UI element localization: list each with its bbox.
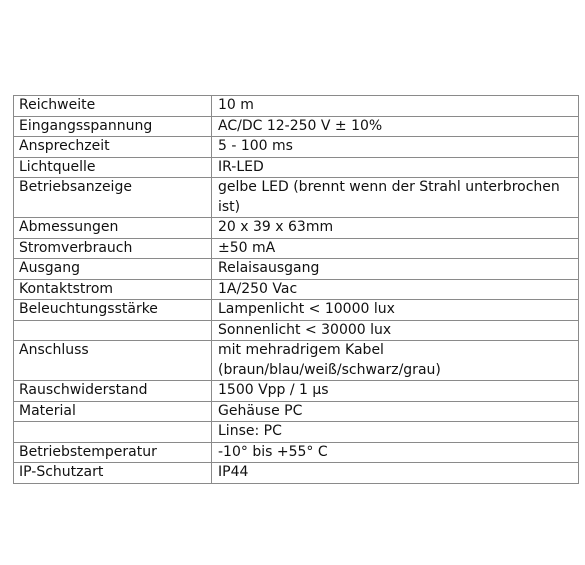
spec-label: Rauschwiderstand [14, 381, 212, 402]
spec-label: Lichtquelle [14, 157, 212, 178]
table-row [14, 463, 579, 484]
spec-value: Gehäuse PC [212, 401, 579, 422]
spec-value: IP44 [212, 463, 579, 484]
table-row [14, 320, 579, 341]
spec-label: Abmessungen [14, 218, 212, 239]
table-row [14, 381, 579, 402]
table-row [14, 238, 579, 259]
spec-value: ±50 mA [212, 238, 579, 259]
table-row [14, 96, 579, 117]
spec-label: Reichweite [14, 96, 212, 117]
spec-value: Sonnenlicht < 30000 lux [212, 320, 579, 341]
table-row [14, 218, 579, 239]
table-row [14, 442, 579, 463]
table-row [14, 259, 579, 280]
table-row [14, 116, 579, 137]
spec-value: 10 m [212, 96, 579, 117]
table-row [14, 178, 579, 218]
table-row [14, 422, 579, 443]
spec-value: Linse: PC [212, 422, 579, 443]
table-row [14, 341, 579, 381]
spec-label: Betriebsanzeige [14, 178, 212, 218]
spec-label: Stromverbrauch [14, 238, 212, 259]
spec-label: Betriebstemperatur [14, 442, 212, 463]
spec-value: Relaisausgang [212, 259, 579, 280]
spec-label: Kontaktstrom [14, 279, 212, 300]
spec-value: 1A/250 Vac [212, 279, 579, 300]
table-row [14, 137, 579, 158]
spec-value: -10° bis +55° C [212, 442, 579, 463]
table-row [14, 300, 579, 321]
spec-label: IP-Schutzart [14, 463, 212, 484]
spec-label: Eingangsspannung [14, 116, 212, 137]
spec-label [14, 422, 212, 443]
spec-value: AC/DC 12-250 V ± 10% [212, 116, 579, 137]
spec-label: Ansprechzeit [14, 137, 212, 158]
spec-value: 20 x 39 x 63mm [212, 218, 579, 239]
spec-label: Material [14, 401, 212, 422]
specification-table [13, 95, 579, 484]
spec-value: gelbe LED (brennt wenn der Strahl unterbrochen ist) [212, 178, 579, 218]
spec-label: Anschluss [14, 341, 212, 381]
spec-label: Beleuchtungsstärke [14, 300, 212, 321]
spec-label: Ausgang [14, 259, 212, 280]
spec-value: IR-LED [212, 157, 579, 178]
spec-value: 1500 Vpp / 1 µs [212, 381, 579, 402]
table-row [14, 279, 579, 300]
spec-value: 5 - 100 ms [212, 137, 579, 158]
spec-value: mit mehradrigem Kabel (braun/blau/weiß/schwarz/grau) [212, 341, 579, 381]
spec-value: Lampenlicht < 10000 lux [212, 300, 579, 321]
table-row [14, 157, 579, 178]
table-row [14, 401, 579, 422]
spec-label [14, 320, 212, 341]
